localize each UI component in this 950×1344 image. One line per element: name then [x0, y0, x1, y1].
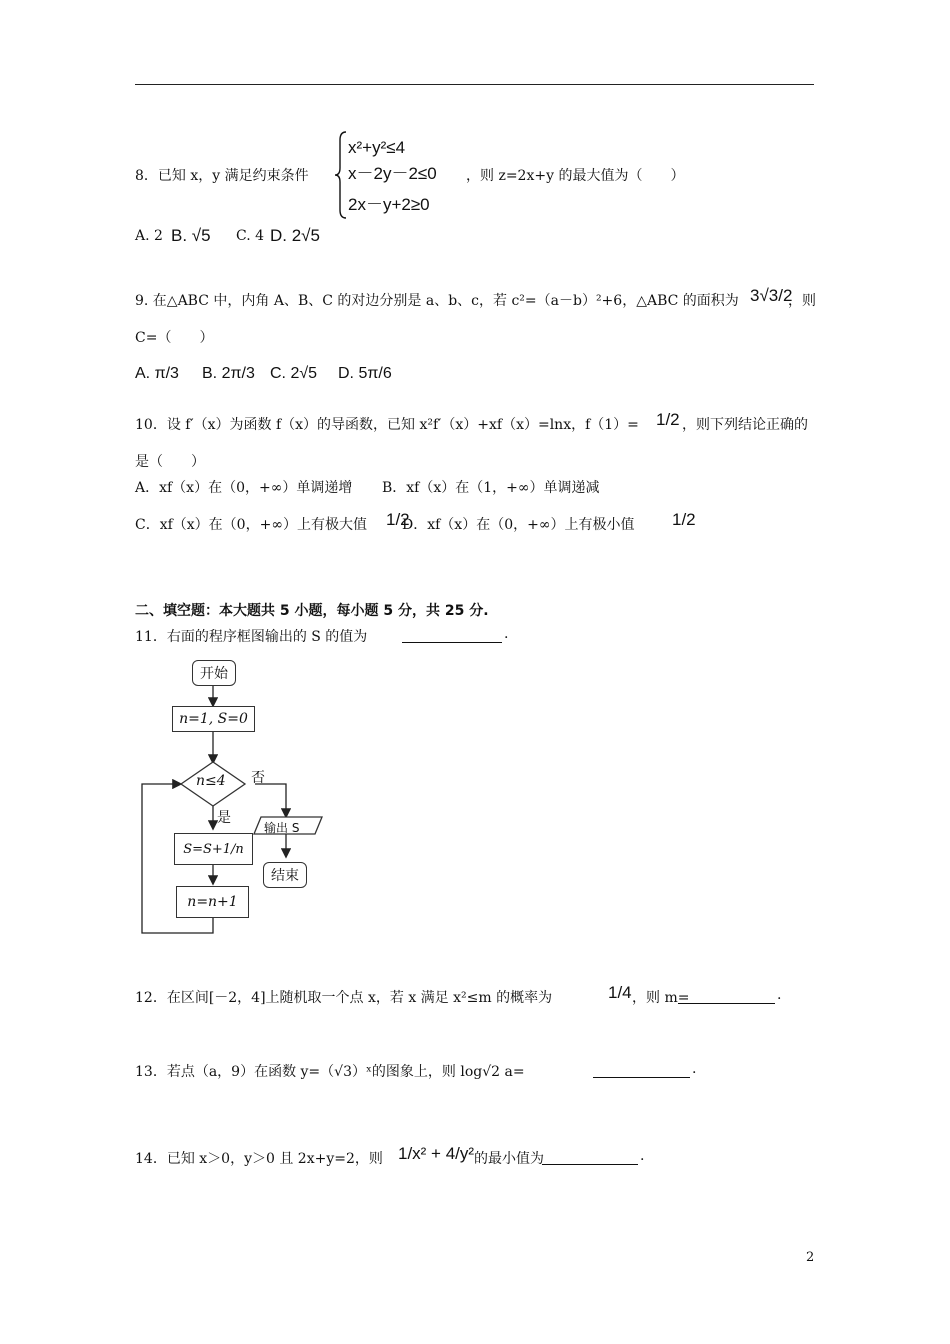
q10-option-a: A．xf（x）在（0，+∞）单调递增: [135, 480, 353, 496]
flowchart-condition: n≤4: [196, 773, 226, 789]
q10-option-b: B．xf（x）在（1，+∞）单调递减: [382, 480, 600, 496]
q12-text: 12．在区间[－2，4]上随机取一个点 x，若 x 满足 x²≤m 的概率为: [135, 990, 553, 1006]
q8-option-b: B. √5: [171, 226, 211, 245]
q8-option-d: D. 2√5: [270, 226, 320, 245]
q12-period: .: [777, 987, 782, 1003]
q9-suffix: ，则: [788, 293, 816, 309]
q9-option-a: A. π/3: [135, 365, 179, 382]
q11-answer-blank[interactable]: [402, 626, 502, 643]
q8-option-c: C. 4: [236, 228, 265, 244]
q9-option-d: D. 5π/6: [338, 365, 392, 382]
q14-expression: 1/x² + 4/y²: [398, 1144, 475, 1163]
flowchart-start: 开始: [192, 660, 236, 686]
q10-option-d-value: 1/2: [672, 510, 696, 529]
q14-period: .: [640, 1148, 645, 1164]
q10-line2: 是（ ）: [135, 454, 205, 470]
q13-period: .: [692, 1061, 697, 1077]
flowchart-end: 结束: [263, 862, 307, 888]
q10-option-c-value: 1/2: [386, 510, 410, 529]
q14-answer-blank[interactable]: [542, 1148, 638, 1165]
q11-text: 11．右面的程序框图输出的 S 的值为: [135, 629, 368, 645]
q9-area: 3√3/2: [750, 286, 793, 305]
q8-constraint-2: x－2y－2≤0: [348, 164, 437, 183]
q8-prefix: 8．已知 x，y 满足约束条件: [135, 168, 309, 184]
q13-text: 13．若点（a，9）在函数 y=（√3）ˣ的图象上，则 log√2 a=: [135, 1064, 525, 1080]
flowchart-init: n=1, S=0: [172, 706, 255, 732]
q12-answer-blank[interactable]: [678, 987, 775, 1004]
flowchart-yes-label: 是: [217, 810, 231, 826]
q12-suffix: ，则 m=: [632, 990, 690, 1006]
flowchart-update-s: S=S+1/n: [174, 833, 253, 865]
q9-line2: C=（ ）: [135, 330, 214, 346]
flowchart-output: 输出 S: [264, 821, 300, 835]
q12-probability: 1/4: [608, 983, 632, 1002]
q14-text: 14．已知 x＞0，y＞0 且 2x+y=2，则: [135, 1151, 383, 1167]
q11-period: .: [504, 626, 509, 642]
q10-option-c: C．xf（x）在（0，+∞）上有极大值: [135, 517, 367, 533]
section-2-title: 二、填空题：本大题共 5 小题，每小题 5 分，共 25 分.: [135, 603, 489, 619]
q8-constraint-3: 2x－y+2≥0: [348, 195, 430, 214]
q8-brace: [334, 130, 348, 220]
q9-option-c: C. 2√5: [270, 365, 318, 382]
q9-option-b: B. 2π/3: [202, 365, 255, 382]
page-number: 2: [806, 1250, 815, 1265]
q10-prefix: 10．设 f′（x）为函数 f（x）的导函数，已知 x²f′（x）+xf（x）=lnx，f（1）=: [135, 417, 639, 433]
q8-constraint-1: x²+y²≤4: [348, 138, 406, 157]
q13-answer-blank[interactable]: [593, 1061, 690, 1078]
q14-suffix: 的最小值为: [474, 1151, 544, 1167]
q10-suffix: ，则下列结论正确的: [682, 417, 808, 433]
q8-option-a: A. 2: [135, 228, 163, 244]
header-rule: [135, 84, 814, 85]
q10-option-d: D．xf（x）在（0，+∞）上有极小值: [402, 517, 635, 533]
q9-prefix: 9. 在△ABC 中，内角 A、B、C 的对边分别是 a、b、c，若 c²=（a－b）²+6，△ABC 的面积为: [135, 293, 739, 309]
flowchart-update-n: n=n+1: [176, 886, 249, 918]
q8-suffix: ，则 z=2x+y 的最大值为（ ）: [466, 168, 685, 184]
flowchart-no-label: 否: [251, 770, 265, 786]
q10-f1-value: 1/2: [656, 410, 680, 429]
